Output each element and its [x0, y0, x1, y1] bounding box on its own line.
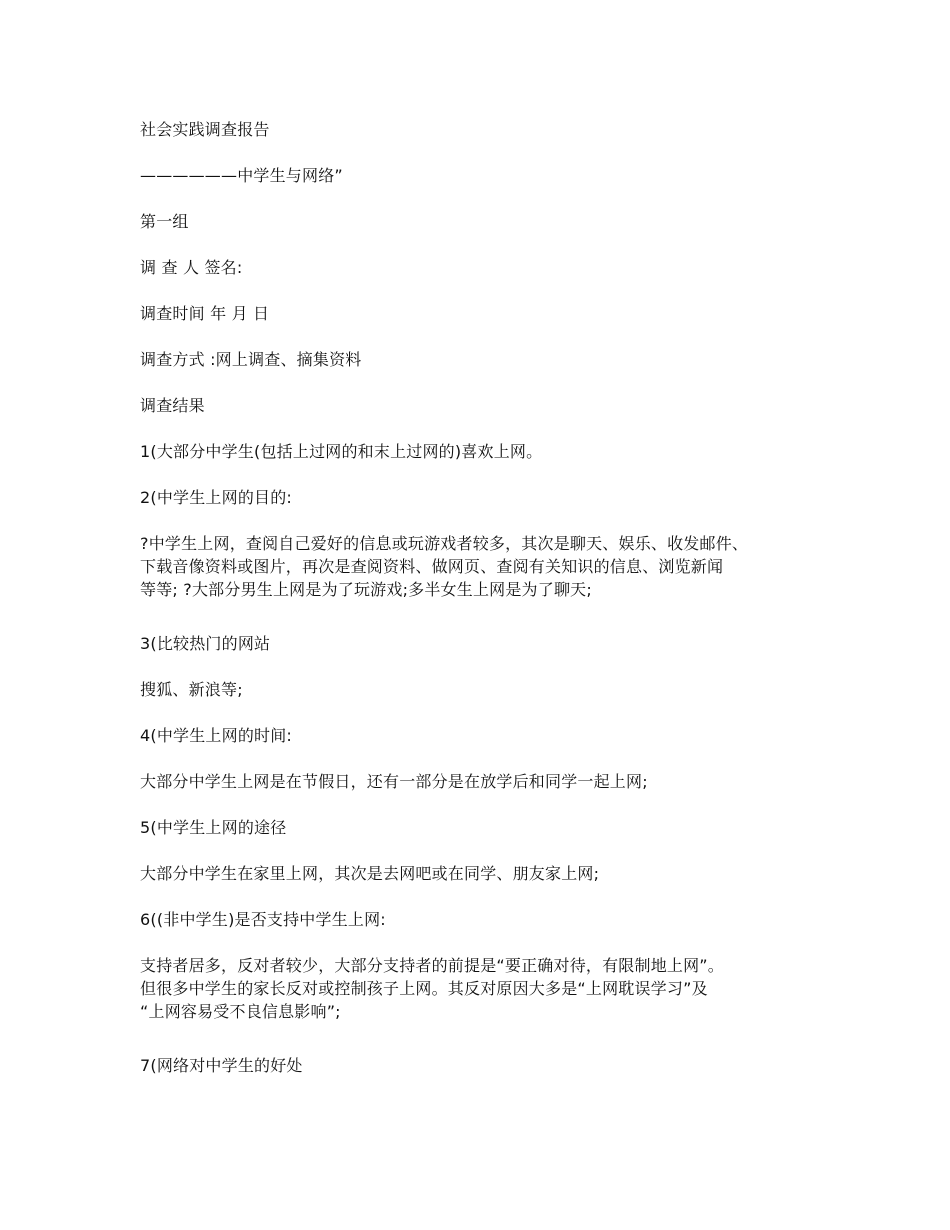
item-1-heading: 1(大部分中学生(包括上过网的和末上过网的)喜欢上网。: [140, 442, 543, 461]
survey-method-line: 调查方式 :网上调查、摘集资料: [140, 350, 362, 369]
group-label: 第一组: [140, 212, 189, 231]
investigator-signature-line: 调 查 人 签名:: [140, 258, 243, 277]
document-title: 社会实践调查报告: [140, 120, 270, 139]
survey-time-line: 调查时间 年 月 日: [140, 304, 270, 323]
document-subtitle: ——————中学生与网络”: [140, 166, 343, 185]
results-heading: 调查结果: [140, 396, 205, 415]
item-2-body-line: 等等; ?大部分男生上网是为了玩游戏;多半女生上网是为了聊天;: [140, 580, 592, 599]
item-2-body: [140, 532, 840, 601]
item-4-heading: 4(中学生上网的时间:: [140, 726, 293, 745]
item-2-body-line: ?中学生上网，查阅自己爱好的信息或玩游戏者较多，其次是聊天、娱乐、收发邮件、: [140, 534, 749, 553]
item-2-heading: 2(中学生上网的目的:: [140, 488, 293, 507]
item-3-body: 搜狐、新浪等;: [140, 680, 243, 699]
item-2-body-line: 下载音像资料或图片，再次是查阅资料、做网页、查阅有关知识的信息、浏览新闻: [140, 557, 724, 576]
item-6-body-line: 但很多中学生的家长反对或控制孩子上网。其反对原因大多是“上网耽误学习”及: [140, 979, 708, 998]
item-5-body: 大部分中学生在家里上网，其次是去网吧或在同学、朋友家上网;: [140, 864, 600, 883]
item-6-body-line: 支持者居多，反对者较少，大部分支持者的前提是“要正确对待，有限制地上网”。: [140, 956, 724, 975]
item-6-heading: 6((非中学生)是否支持中学生上网:: [140, 910, 386, 929]
item-3-heading: 3(比较热门的网站: [140, 634, 271, 653]
item-7-heading: 7(网络对中学生的好处: [140, 1056, 303, 1075]
item-5-heading: 5(中学生上网的途径: [140, 818, 287, 837]
item-6-body-line: “上网容易受不良信息影响”;: [140, 1002, 341, 1021]
item-6-body: [140, 954, 840, 1023]
item-4-body: 大部分中学生上网是在节假日，还有一部分是在放学后和同学一起上网;: [140, 772, 648, 791]
